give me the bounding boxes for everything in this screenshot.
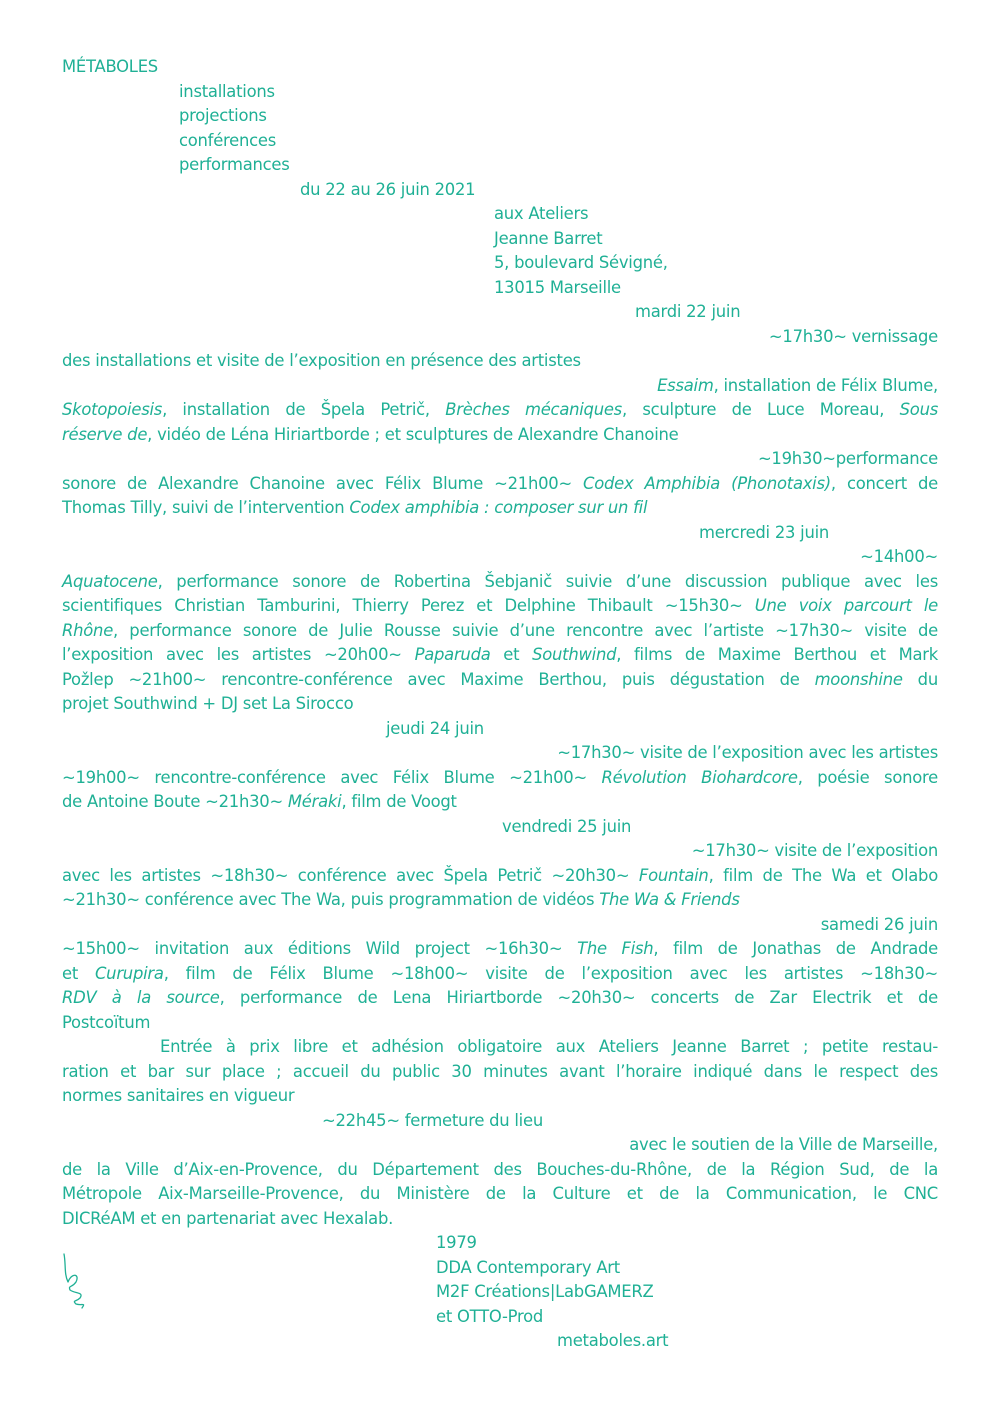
schedule-line bbox=[62, 619, 938, 644]
schedule-text: , vidéo de Léna Hiriartborde ; et sculptures de Alexandre Chanoine bbox=[147, 425, 679, 444]
schedule-text: , installation de Špela Petrič, bbox=[162, 400, 446, 419]
work-title: réserve de bbox=[62, 425, 148, 444]
program-type: conférences bbox=[179, 131, 277, 150]
schedule-line: ~17h30~ visite de l’exposition bbox=[691, 841, 938, 860]
organizer: DDA Contemporary Art bbox=[436, 1258, 620, 1277]
schedule-text: et bbox=[62, 964, 95, 983]
venue-line: 13015 Marseille bbox=[494, 278, 621, 297]
schedule-text: sonore de Alexandre Chanoine avec Félix Blume ~21h00~ bbox=[62, 474, 584, 493]
schedule-line: projet Southwind + DJ set La Sirocco bbox=[62, 694, 354, 713]
work-title: Méraki bbox=[287, 792, 342, 811]
day-heading: jeudi 24 juin bbox=[386, 719, 484, 738]
schedule-line bbox=[62, 374, 938, 399]
schedule-line bbox=[62, 496, 647, 521]
schedule-text: , films de Maxime Berthou et Mark bbox=[616, 645, 939, 664]
website-link[interactable]: metaboles.art bbox=[557, 1331, 669, 1350]
schedule-line bbox=[62, 962, 938, 987]
work-title: Brèches mécaniques bbox=[445, 400, 622, 419]
schedule-line bbox=[62, 888, 740, 913]
schedule-line bbox=[62, 668, 938, 693]
schedule-line bbox=[62, 986, 938, 1011]
schedule-text: de Antoine Boute ~21h30~ bbox=[62, 792, 288, 811]
schedule-text: , performance sonore de Robertina Šebjanič suivie d’une discussion publique avec les bbox=[157, 572, 938, 591]
schedule-text: , poésie sonore bbox=[797, 768, 938, 787]
work-title: Curupira bbox=[94, 964, 164, 983]
work-title: The Fish bbox=[577, 939, 654, 958]
schedule-text: , performance de Lena Hiriartborde ~20h30~ concerts de Zar Electrik et de bbox=[219, 988, 938, 1007]
organizer: 1979 bbox=[436, 1233, 477, 1252]
work-title: RDV à la source bbox=[62, 988, 220, 1007]
schedule-text: et bbox=[490, 645, 533, 664]
work-title: Essaim bbox=[657, 376, 714, 395]
schedule-line bbox=[62, 472, 938, 497]
program-type: projections bbox=[179, 106, 267, 125]
schedule-text: , installation de Félix Blume, bbox=[713, 376, 938, 395]
program-type: installations bbox=[179, 82, 275, 101]
day-heading: vendredi 25 juin bbox=[502, 817, 632, 836]
schedule-line: ~14h00~ bbox=[860, 547, 938, 566]
info-line: ration et bar sur place ; accueil du public 30 minutes avant l’horaire indiqué dans le respect des bbox=[62, 1062, 938, 1081]
schedule-text: ~15h00~ invitation aux éditions Wild project ~16h30~ bbox=[62, 939, 578, 958]
schedule-line: ~17h30~ visite de l’exposition avec les artistes bbox=[557, 743, 938, 762]
page-title: MÉTABOLES bbox=[62, 57, 158, 76]
work-title: Rhône bbox=[62, 621, 114, 640]
schedule-line bbox=[62, 643, 938, 668]
schedule-line: ~17h30~ vernissage bbox=[768, 327, 938, 346]
work-title: Fountain bbox=[638, 866, 709, 885]
day-heading: samedi 26 juin bbox=[820, 915, 938, 934]
work-title: Aquatocene bbox=[62, 572, 158, 591]
event-dates: du 22 au 26 juin 2021 bbox=[300, 180, 476, 199]
schedule-text: du bbox=[902, 670, 938, 689]
work-title: Paparuda bbox=[414, 645, 491, 664]
schedule-line: des installations et visite de l’exposition en présence des artistes bbox=[62, 351, 581, 370]
schedule-line bbox=[62, 594, 938, 619]
organizer: M2F Créations|LabGAMERZ bbox=[436, 1282, 654, 1301]
schedule-text: ~19h00~ rencontre-conférence avec Félix Blume ~21h00~ bbox=[62, 768, 602, 787]
schedule-text: ~21h30~ conférence avec The Wa, puis programmation de vidéos bbox=[62, 890, 600, 909]
schedule-text: avec les artistes ~18h30~ conférence avec Špela Petrič ~20h30~ bbox=[62, 866, 639, 885]
day-heading: mardi 22 juin bbox=[635, 302, 741, 321]
work-title: Une voix parcourt le bbox=[754, 596, 938, 615]
day-heading: mercredi 23 juin bbox=[699, 523, 830, 542]
schedule-line bbox=[62, 570, 938, 595]
schedule-text: , film de The Wa et Olabo bbox=[708, 866, 938, 885]
support-line: Métropole Aix-Marseille-Provence, du Ministère de la Culture et de la Communication, le CNC bbox=[62, 1184, 938, 1203]
schedule-line bbox=[62, 423, 678, 448]
work-title: Sous bbox=[899, 400, 939, 419]
work-title: Skotopoiesis bbox=[62, 400, 163, 419]
venue-line: Jeanne Barret bbox=[494, 229, 603, 248]
schedule-text: , sculpture de Luce Moreau, bbox=[621, 400, 900, 419]
schedule-line: Postcoïtum bbox=[62, 1013, 151, 1032]
work-title: moonshine bbox=[814, 670, 903, 689]
schedule-text: l’exposition avec les artistes ~20h00~ bbox=[62, 645, 415, 664]
schedule-text: Požlep ~21h00~ rencontre-conférence avec Maxime Berthou, puis dégustation de bbox=[62, 670, 815, 689]
work-title: The Wa & Friends bbox=[599, 890, 740, 909]
work-title: Southwind bbox=[532, 645, 617, 664]
schedule-line bbox=[62, 766, 938, 791]
schedule-text: Thomas Tilly, suivi de l’intervention bbox=[62, 498, 350, 517]
schedule-line bbox=[62, 398, 938, 423]
schedule-text: , film de Voogt bbox=[341, 792, 457, 811]
schedule-line bbox=[62, 937, 938, 962]
info-line: normes sanitaires en vigueur bbox=[62, 1086, 295, 1105]
schedule-line bbox=[62, 864, 938, 889]
support-line: DICRéAM et en partenariat avec Hexalab. bbox=[62, 1209, 394, 1228]
schedule-text: scientifiques Christian Tamburini, Thierry Perez et Delphine Thibault ~15h30~ bbox=[62, 596, 755, 615]
support-line: avec le soutien de la Ville de Marseille, bbox=[629, 1135, 938, 1154]
schedule-text: , concert de bbox=[830, 474, 938, 493]
handwritten-signature-icon bbox=[58, 1252, 98, 1312]
work-title: Codex amphibia : composer sur un fil bbox=[349, 498, 648, 517]
work-title: Révolution Biohardcore bbox=[601, 768, 798, 787]
venue-line: aux Ateliers bbox=[494, 204, 589, 223]
info-line: Entrée à prix libre et adhésion obligatoire aux Ateliers Jeanne Barret ; petite restau- bbox=[160, 1037, 938, 1056]
schedule-line bbox=[62, 790, 457, 815]
schedule-text: , film de Jonathas de Andrade bbox=[653, 939, 938, 958]
schedule-line: ~19h30~performance bbox=[757, 449, 938, 468]
venue-line: 5, boulevard Sévigné, bbox=[494, 253, 668, 272]
organizer: et OTTO-Prod bbox=[436, 1307, 544, 1326]
program-type: performances bbox=[179, 155, 290, 174]
schedule-text: , performance sonore de Julie Rousse suivie d’une rencontre avec l’artiste ~17h30~ visite de bbox=[113, 621, 938, 640]
closing-time: ~22h45~ fermeture du lieu bbox=[322, 1111, 543, 1130]
support-line: de la Ville d’Aix-en-Provence, du Département des Bouches-du-Rhône, de la Région Sud, de la bbox=[62, 1160, 938, 1179]
schedule-text: , film de Félix Blume ~18h00~ visite de l’exposition avec les artistes ~18h30~ bbox=[163, 964, 938, 983]
work-title: Codex Amphibia (Phonotaxis) bbox=[583, 474, 831, 493]
